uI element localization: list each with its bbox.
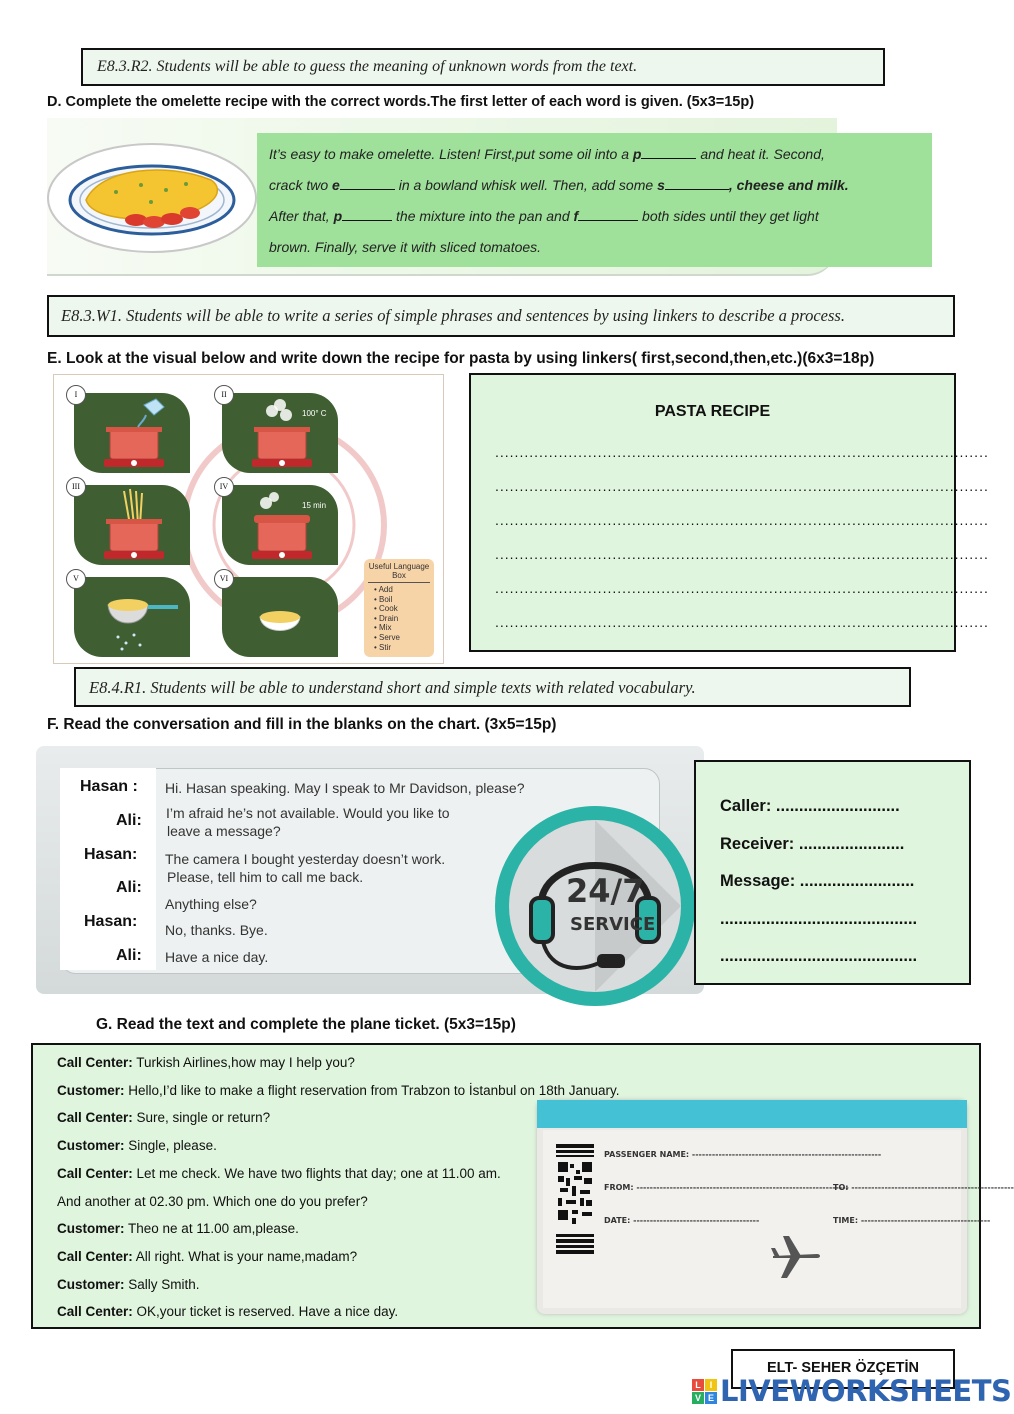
message-line-2[interactable]: ........................................... (720, 909, 918, 928)
blank-hint-p2: p (333, 208, 343, 224)
dialog-line: Call Center: Sure, single or return? (57, 1110, 271, 1126)
chat-line: Have a nice day. (165, 949, 269, 965)
from-field[interactable]: FROM: ---------------------------------------------------------------- (604, 1183, 849, 1192)
dialog-line: Customer: Sally Smith. (57, 1276, 200, 1292)
plane-ticket (537, 1100, 1014, 1314)
phone-conversation-card (36, 746, 704, 994)
dialog-line: Customer: Theo ne at 11.00 am,please. (57, 1221, 299, 1237)
dialog-line: Call Center: Let me check. We have two flights that day; one at 11.00 am. (57, 1165, 501, 1181)
step-4-panel (222, 485, 338, 565)
pasta-steps-image (53, 374, 444, 664)
message-line-3[interactable]: ........................................... (720, 947, 918, 965)
language-box-item: • Mix (374, 623, 392, 633)
chat-line: leave a message? (167, 823, 281, 839)
blank-4[interactable] (342, 220, 392, 221)
blank-hint-e: e (332, 177, 340, 193)
section-f-heading: F. Read the conversation and fill in the blanks on the chart. (3x5=15p) (47, 716, 557, 733)
chat-line: Anything else? (165, 896, 257, 912)
service-label-text: SERVICE (570, 914, 656, 935)
pasta-in-pot-icon (74, 485, 190, 565)
chat-line: The camera I bought yesterday doesn’t work. (165, 851, 446, 867)
date-field[interactable]: DATE: -------------------------------------- (604, 1216, 760, 1225)
chat-line: Please, tell him to call me back. (167, 869, 364, 885)
receiver-field[interactable]: Receiver: ....................... (720, 834, 905, 853)
blank-3[interactable] (665, 189, 729, 190)
message-field[interactable]: Message: ......................... (720, 872, 915, 890)
message-chart (694, 760, 971, 985)
language-box-item: • Drain (374, 613, 399, 623)
language-box-item: • Serve (374, 632, 400, 642)
pasta-recipe-box (469, 373, 989, 652)
dialog-line: And another at 02.30 pm. Which one do you prefer? (57, 1193, 368, 1209)
step-2-panel (222, 393, 338, 473)
recipe-line-3[interactable]: ..................................................................................................... (495, 512, 989, 528)
step-1-panel (74, 393, 190, 473)
ticket-header-band (537, 1100, 967, 1128)
dialog-line: Call Center: OK,your ticket is reserved. Have a nice day. (57, 1304, 399, 1320)
chat-line: Hi. Hasan speaking. May I speak to Mr Davidson, please? (165, 780, 525, 796)
useful-language-box (364, 559, 434, 657)
chat-line: I’m afraid he’s not available. Would you like to (166, 805, 450, 821)
language-box-item: • Add (374, 585, 393, 594)
step-3-panel (74, 485, 190, 565)
qr-code-icon (556, 1144, 594, 1254)
time-field[interactable]: TIME: --------------------------------------- (833, 1216, 991, 1225)
brand-name[interactable]: LIVEWORKSHEETS (720, 1374, 1012, 1408)
blank-hint-p1: p (632, 146, 642, 162)
service-hours-text: 24/7 (566, 872, 645, 910)
speaker-label: Hasan: (84, 913, 138, 930)
section-e-heading: E. Look at the visual below and write down the recipe for pasta by using linkers( first,second,then,etc.)(6x3=18p) (47, 350, 875, 367)
dialog-line: Customer: Hello,I’d like to make a flight reservation from Trabzon to İstanbul on 18th January. (57, 1082, 620, 1098)
speaker-label: Ali: (116, 879, 142, 896)
objective-r2-text: E8.3.R2. Students will be able to guess the meaning of unknown words from the text. (97, 58, 638, 75)
blank-5[interactable] (578, 220, 638, 221)
blank-hint-s: s (657, 177, 665, 193)
step-5-panel (74, 577, 190, 657)
logo-letters: L I V E (692, 1379, 717, 1404)
step-3-label: III (66, 477, 86, 497)
time-label: 15 min (302, 501, 327, 510)
speaker-label: Ali: (116, 812, 142, 829)
liveworksheets-logo (692, 1375, 1011, 1407)
section-d-heading: D. Complete the omelette recipe with the correct words.The first letter of each word is given. (5x3=15p) (47, 94, 755, 110)
caller-field[interactable]: Caller: ........................... (720, 797, 900, 815)
step-6-panel (222, 577, 338, 657)
recipe-line-6[interactable]: ..................................................................................................... (495, 614, 989, 630)
pot-water-icon (74, 393, 190, 473)
colander-icon (74, 577, 190, 657)
passenger-name-field[interactable]: PASSENGER NAME: --------------------------------------------------------- (604, 1150, 882, 1159)
recipe-line-5[interactable]: ..................................................................................................... (495, 580, 989, 596)
step-1-label: I (66, 385, 86, 405)
speaker-label: Ali: (116, 947, 142, 964)
language-box-item: • Cook (374, 604, 398, 614)
pasta-bowl-icon (222, 577, 338, 657)
chat-line: No, thanks. Bye. (165, 922, 268, 938)
blank-1[interactable] (641, 158, 696, 159)
recipe-line-2[interactable]: ..................................................................................................... (495, 478, 989, 494)
step-4-label: IV (214, 477, 234, 497)
language-box-title: Useful Language Box (368, 562, 430, 583)
objective-r1-text: E8.4.R1. Students will be able to understand short and simple texts with related vocabulary. (89, 678, 696, 697)
step-2-label: II (214, 385, 234, 405)
objective-r2 (81, 48, 885, 86)
step-5-label: V (66, 569, 86, 589)
section-g-heading: G. Read the text and complete the plane ticket. (5x3=15p) (96, 1016, 516, 1033)
speaker-label: Hasan : (80, 778, 138, 795)
recipe-line-1[interactable]: ..................................................................................................... (495, 444, 989, 460)
dialog-line: Call Center: All right. What is your name,madam? (57, 1248, 358, 1264)
objective-r1 (74, 667, 911, 707)
omelette-plate-image (46, 140, 261, 255)
step-6-label: VI (214, 569, 234, 589)
language-box-item: • Boil (374, 594, 393, 604)
blank-hint-f: f (573, 208, 579, 224)
to-field[interactable]: TO: ------------------------------------------------- (833, 1183, 1014, 1192)
objective-w1 (47, 295, 955, 337)
dialog-line: Customer: Single, please. (57, 1138, 217, 1154)
recipe-line-4[interactable]: ..................................................................................................... (495, 546, 989, 562)
temperature-label: 100° C (302, 409, 327, 418)
airplane-icon (767, 1230, 823, 1282)
covered-pot-icon (222, 485, 338, 565)
author-name: ELT- SEHER ÖZÇETİN (767, 1360, 919, 1376)
dialog-line: Call Center: Turkish Airlines,how may I help you? (57, 1055, 355, 1070)
objective-w1-text: E8.3.W1. Students will be able to write a series of simple phrases and sentences by using linkers to describe a process. (61, 306, 845, 325)
pasta-recipe-title: PASTA RECIPE (654, 403, 771, 420)
omelette-recipe-panel: It’s easy to make omelette. Listen! First,put some oil into a p and heat it. Second, crack two e in a bowland whisk well. Then, add some s , cheese and milk. After that, p the mixture into the pan and f both sides until they get light brown. Finally, serve it with sliced tomatoes. (257, 133, 932, 267)
speaker-column (60, 768, 156, 970)
blank-2[interactable] (340, 189, 395, 190)
language-box-item: • Stir (374, 642, 392, 652)
speaker-label: Hasan: (84, 846, 138, 863)
boiling-pot-icon (222, 393, 338, 473)
